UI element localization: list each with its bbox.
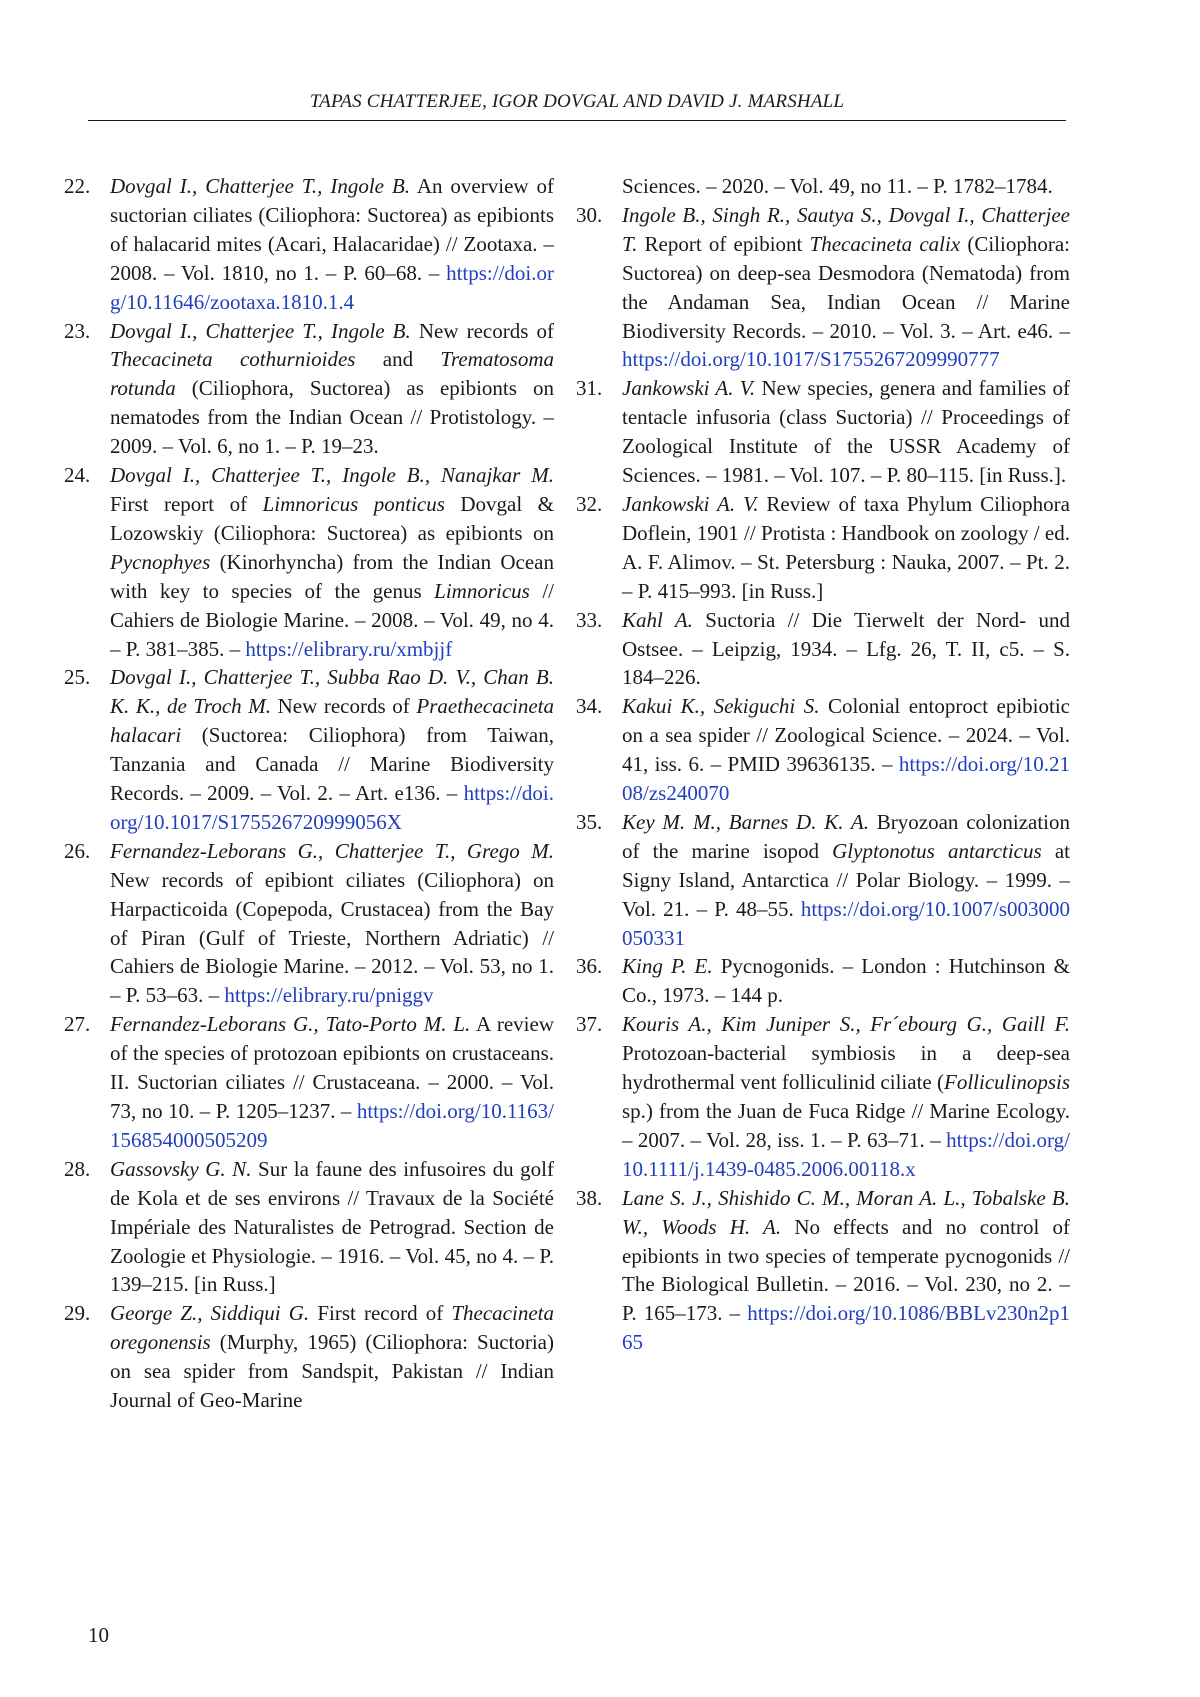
page-number: 10 [88, 1623, 109, 1647]
reference-authors: Key M. M., Barnes D. K. A. [622, 809, 869, 834]
reference-number: 29. [64, 1301, 91, 1326]
doi-link[interactable]: https://doi.org/10.1163/156854000505209 [110, 1099, 554, 1152]
reference-number: 33. [576, 607, 603, 632]
italic-taxon: Limnoricus [434, 578, 530, 603]
reference-number: 27. [64, 1012, 91, 1037]
reference-number: 23. [64, 318, 91, 343]
reference-30 [576, 201, 1070, 374]
doi-link[interactable]: https://doi.org/10.11646/zootaxa.1810.1.4 [110, 260, 554, 314]
reference-text: (Murphy, 1965) (Ciliophora: Suctoria) on sea spider from Sandspit, Pakistan // Indian Journal of Geo-Marine [110, 1330, 554, 1413]
reference-number: 28. [64, 1156, 91, 1181]
reference-28 [64, 1155, 554, 1300]
reference-text: and [355, 347, 441, 372]
reference-authors: Dovgal I., Chatterjee T., Ingole B. [110, 318, 411, 343]
reference-authors: Kouris A., Kim Juniper S., Fr´ebourg G., Gaill F. [622, 1012, 1070, 1037]
italic-taxon: Glyptonotus antarcticus [832, 838, 1042, 863]
reference-number: 31. [576, 376, 603, 401]
reference-text: An overview of suctorian ciliates (Ciliophora: Suctorea) as epibionts of halacarid mites (Acari, Halacaridae) // Zootaxa. – 2008. – Vol. 1810, no 1. – P. 60–68. – [110, 174, 554, 285]
doi-link[interactable]: https://doi.org/10.1007/s003000050331 [622, 896, 1070, 950]
reference-32 [576, 490, 1070, 606]
reference-authors: Fernandez-Leborans G., Chatterjee T., Grego M. [110, 838, 554, 863]
reference-22 [64, 172, 554, 317]
header-rule [88, 120, 1066, 121]
italic-taxon: Limnoricus ponticus [262, 491, 445, 516]
running-header: TAPAS CHATTERJEE, IGOR DOVGAL AND DAVID J. MARSHALL [309, 91, 845, 112]
reference-number: 26. [64, 838, 91, 863]
italic-taxon: Thecacineta cothurnioides [110, 347, 356, 372]
doi-link[interactable]: https://doi.org/10.2108/zs240070 [622, 752, 1070, 806]
italic-taxon: Thecacineta oregonensis [110, 1301, 554, 1355]
reference-23 [64, 317, 554, 462]
reference-27 [64, 1010, 554, 1155]
reference-number: 25. [64, 665, 91, 690]
reference-text: (Ciliophora: Suctorea) on deep-sea Desmodora (Nematoda) from the Andaman Sea, Indian Ocean // Marine Biodiversity Records. – 2010. – Vol. 3. – Art. e46. – [622, 231, 1070, 343]
reference-number: 32. [576, 491, 603, 516]
reference-text: Dovgal & Lozowskiy (Ciliophora: Suctorea) as epibionts on [110, 491, 555, 545]
reference-authors: Gassovsky G. N. [110, 1156, 252, 1181]
reference-number: 37. [576, 1012, 603, 1037]
reference-33 [576, 606, 1070, 693]
reference-24 [64, 461, 554, 663]
doi-link[interactable]: https://elibrary.ru/xmbjjf [245, 636, 453, 661]
doi-link[interactable]: https://doi.org/10.1017/S175526720999056X [110, 781, 554, 834]
reference-37 [576, 1010, 1070, 1183]
reference-number: 38. [576, 1185, 603, 1210]
italic-taxon: Folliculinopsis [944, 1070, 1070, 1095]
doi-link[interactable]: https://doi.org/10.1017/S1755267209990777 [622, 347, 1000, 372]
reference-number: 24. [64, 463, 91, 488]
doi-link[interactable]: https://doi.org/10.1111/j.1439-0485.2006.00118.x [622, 1127, 1070, 1181]
reference-text: (Kinorhyncha) from the Indian Ocean with key to species of the genus [110, 549, 554, 603]
italic-taxon: Thecacineta calix [809, 231, 961, 256]
reference-29 [64, 1299, 554, 1415]
reference-authors: Dovgal I., Chatterjee T., Ingole B. [110, 174, 411, 198]
reference-text: First report of [110, 491, 263, 516]
reference-text: Suctoria // Die Tierwelt der Nord- und Ostsee. – Leipzig, 1934. – Lfg. 26, T. II, c5. – S. 184–226. [622, 607, 1070, 690]
italic-taxon: Praethecacineta halacari [110, 694, 554, 748]
reference-25 [64, 663, 554, 836]
reference-29-continuation: Sciences. – 2020. – Vol. 49, no 11. – P. 1782–1784. [622, 174, 1053, 198]
reference-authors: Ingole B., Singh R., Sautya S., Dovgal I., Chatterjee T. [622, 202, 1070, 256]
reference-38 [576, 1184, 1070, 1357]
left-column [64, 172, 554, 1415]
reference-text: No effects and no control of epibionts in two species of temperate pycnogonids // The Biological Bulletin. – 2016. – Vol. 230, no 2. – P. 165–173. – [622, 1214, 1071, 1326]
reference-number: 35. [576, 809, 603, 834]
reference-36 [576, 952, 1070, 1010]
reference-text: Protozoan-bacterial symbiosis in a deep-sea hydrothermal vent folliculinid ciliate ( [622, 1041, 1070, 1095]
reference-text: New species, genera and families of tentacle infusoria (class Suctoria) // Proceedings of Zoological Institute of the USSR Academy of Sciences. – 1981. – Vol. 107. – P. 80–115. [in Russ.]. [622, 376, 1070, 488]
reference-number: 30. [576, 202, 603, 227]
reference-text: Pycnogonids. – London : Hutchinson & Co., 1973. – 144 p. [622, 954, 1070, 1008]
reference-text: New records of [410, 318, 554, 343]
doi-link[interactable]: https://elibrary.ru/pniggv [224, 983, 434, 1008]
reference-text: (Suctorea: Ciliophora) from Taiwan, Tanzania and Canada // Marine Biodiversity Records. – 2009. – Vol. 2. – Art. e136. – [110, 723, 554, 806]
reference-authors: Kakui K., Sekiguchi S. [622, 694, 820, 719]
reference-text: // Cahiers de Biologie Marine. – 2008. – Vol. 49, no 4. – P. 381–385. – [110, 578, 554, 661]
reference-text: Report of epibiont [637, 231, 810, 256]
reference-authors: Fernandez-Leborans G., Tato-Porto M. L. [110, 1012, 471, 1037]
reference-text: at Signy Island, Antarctica // Polar Biology. – 1999. – Vol. 21. – P. 48–55. [622, 838, 1071, 921]
reference-authors: Kahl A. [622, 607, 693, 632]
reference-number: 34. [576, 694, 603, 719]
reference-text: A review of the species of protozoan epibionts on crustaceans. II. Suctorian ciliates // Crustaceana. – 2000. – Vol. 73, no 10. – P. 1205–1237. – [110, 1012, 554, 1123]
reference-text: Bryozoan colonization of the marine isopod [622, 809, 1071, 863]
reference-authors: Dovgal I., Chatterjee T., Subba Rao D. V., Chan B. K. K., de Troch M. [110, 665, 554, 719]
reference-text: Colonial entoproct epibiotic on a sea spider // Zoological Science. – 2024. – Vol. 41, iss. 6. – PMID 39636135. – [622, 694, 1070, 777]
italic-taxon: Trematosoma rotunda [110, 347, 554, 401]
reference-35 [576, 808, 1070, 953]
doi-link[interactable]: https://doi.org/10.1086/BBLv230n2p165 [622, 1301, 1070, 1355]
reference-34 [576, 692, 1070, 808]
reference-text: New records of [271, 694, 417, 719]
reference-authors: Jankowski A. V. [622, 376, 756, 401]
reference-text: sp.) from the Juan de Fuca Ridge // Marine Ecology. – 2007. – Vol. 28, iss. 1. – P. 63–71. – [622, 1099, 1070, 1152]
reference-text: (Ciliophora, Suctorea) as epibionts on nematodes from the Indian Ocean // Protistology. – 2009. – Vol. 6, no 1. – P. 19–23. [110, 376, 554, 459]
left-reference-list [64, 172, 554, 1415]
right-reference-list [576, 201, 1070, 1357]
reference-authors: George Z., Siddiqui G. [110, 1301, 310, 1326]
reference-26 [64, 837, 554, 1010]
reference-authors: Dovgal I., Chatterjee T., Ingole B., Nanajkar M. [110, 463, 554, 488]
reference-authors: Jankowski A. V. [622, 491, 759, 516]
reference-text: Review of taxa Phylum Ciliophora Doflein, 1901 // Protista : Handbook on zoology / ed. A. F. Alimov. – St. Petersburg : Nauka, 2007. – Pt. 2. – P. 415–993. [in Russ.] [622, 491, 1070, 603]
reference-number: 36. [576, 954, 603, 979]
right-column [576, 172, 1070, 1357]
reference-text: New records of epibiont ciliates (Ciliophora) on Harpacticoida (Copepoda, Crustacea) from the Bay of Piran (Gulf of Trieste, Northern Adriatic) // Cahiers de Biologie Marine. – 2012. – Vol. 53, no 1. – P. 53–63. – [110, 867, 554, 1008]
reference-authors: Lane S. J., Shishido C. M., Moran A. L., Tobalske B. W., Woods H. A. [622, 1185, 1070, 1239]
reference-number: 22. [64, 174, 91, 198]
reference-31 [576, 374, 1070, 490]
reference-text: First record of [309, 1301, 452, 1326]
reference-text: Sur la faune des infusoires du golf de Kola et de ses environs // Travaux de la Société Impériale des Naturalistes de Petrograd. Section de Zoologie et Physiologie. – 1916. – Vol. 45, no 4. – P. 139–215. [in Russ.] [110, 1156, 554, 1297]
reference-authors: King P. E. [622, 954, 713, 979]
italic-taxon: Pycnophyes [110, 549, 211, 574]
